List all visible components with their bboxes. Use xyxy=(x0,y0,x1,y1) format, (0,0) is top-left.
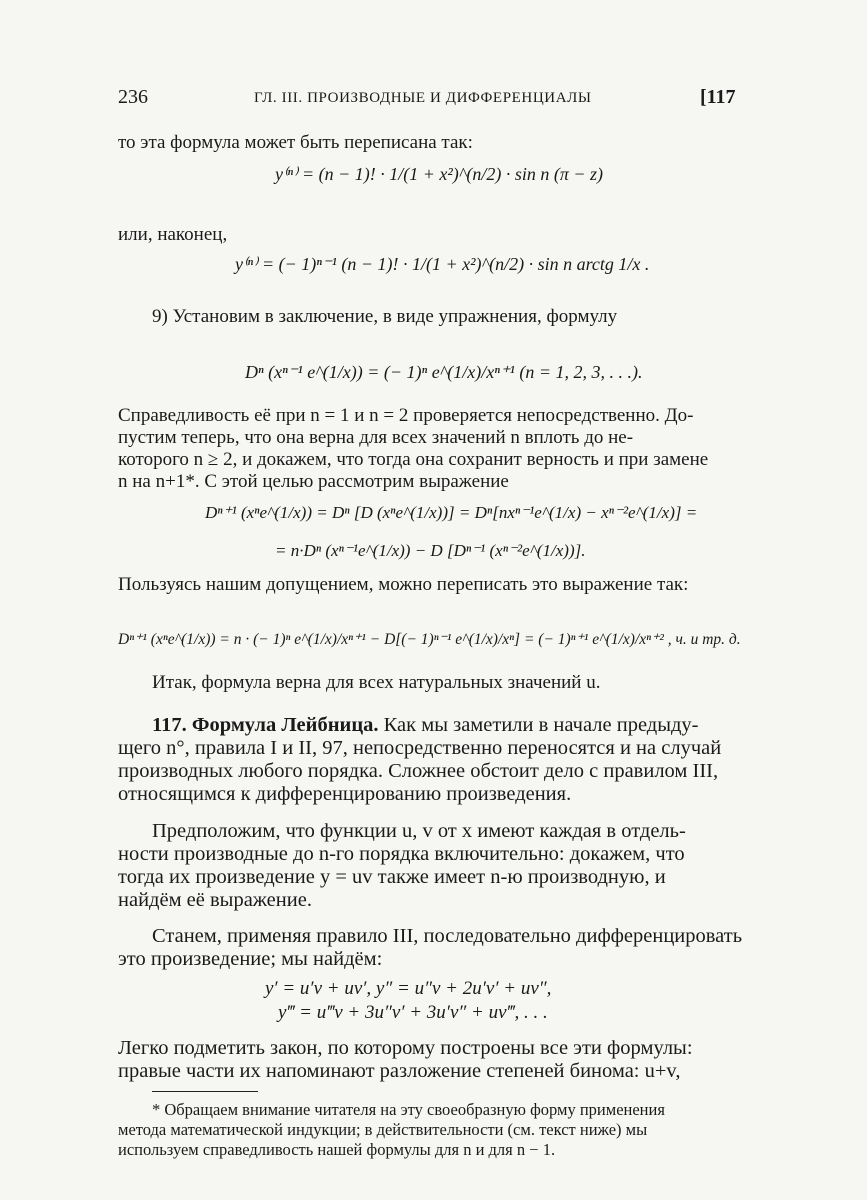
chapter-title: ГЛ. III. ПРОИЗВОДНЫЕ И ДИФФЕРЕНЦИАЛЫ xyxy=(254,90,592,106)
section-117-line-4: относящимся к дифференцированию произведения. xyxy=(118,783,572,805)
section-117-line-2: щего n°, правила I и II, 97, непосредственно переносятся и на случай xyxy=(118,737,722,759)
section-number: 117. xyxy=(152,714,187,736)
formula-3: Dⁿ (xⁿ⁻¹ e^(1/x)) = (− 1)ⁿ e^(1/x)/xⁿ⁺¹ (n = 1, 2, 3, . . .). xyxy=(245,362,643,382)
section-title: Формула Лейбница. xyxy=(191,714,379,736)
para-check-line-1: Справедливость её при n = 1 и n = 2 проверяется непосредственно. До- xyxy=(118,405,694,426)
formula-5: Dⁿ⁺¹ (xⁿe^(1/x)) = n · (− 1)ⁿ e^(1/x)/xⁿ⁺¹ − D[(− 1)ⁿ⁻¹ e^(1/x)/xⁿ] = (− 1)ⁿ⁺¹ e^(1/x)/xⁿ⁺² , ч. и тр. д. xyxy=(118,631,741,648)
section-ref: [117 xyxy=(700,86,736,108)
item-9: 9) Установим в заключение, в виде упражнения, формулу xyxy=(152,306,618,327)
para-suppose-line-1: Предположим, что функции u, v от x имеют каждая в отдель- xyxy=(152,820,686,842)
conclusion: Итак, формула верна для всех натуральных значений u. xyxy=(152,672,601,693)
para-easy-line-2: правые части их напоминают разложение степеней бинома: u+v, xyxy=(118,1060,681,1082)
intro-line: то эта формула может быть переписана так: xyxy=(118,132,473,153)
footnote-rule xyxy=(152,1091,258,1092)
section-117-text-1: Как мы заметили в начале предыду- xyxy=(383,714,699,736)
footnote-line-2: метода математической индукции; в действительности (см. текст ниже) мы xyxy=(118,1120,648,1139)
or-finally: или, наконец, xyxy=(118,224,228,245)
formula-6b: y‴ = u‴v + 3u″v′ + 3u′v″ + uv‴, . . . xyxy=(278,1002,548,1023)
footnote-line-3: используем справедливость нашей формулы для n и для n − 1. xyxy=(118,1140,556,1159)
para-suppose-line-2: ности производные до n-го порядка включительно: докажем, что xyxy=(118,843,685,865)
formula-2: y⁽ⁿ⁾ = (− 1)ⁿ⁻¹ (n − 1)! · 1/(1 + x²)^(n/2) · sin n arctg 1/x . xyxy=(235,254,650,274)
para-check-line-4: n на n+1*. С этой целью рассмотрим выражение xyxy=(118,471,509,492)
para-suppose-line-3: тогда их произведение y = uv также имеет n-ю производную, и xyxy=(118,866,666,888)
para-easy-line-1: Легко подметить закон, по которому построены все эти формулы: xyxy=(118,1037,693,1059)
formula-4b: = n·Dⁿ (xⁿ⁻¹e^(1/x)) − D [Dⁿ⁻¹ (xⁿ⁻²e^(1/x))]. xyxy=(275,541,586,560)
para-check-line-3: которого n ≥ 2, и докажем, что тогда она сохранит верность и при замене xyxy=(118,449,709,470)
para-check-line-2: пустим теперь, что она верна для всех значений n вплоть до не- xyxy=(118,427,634,448)
formula-4a: Dⁿ⁺¹ (xⁿe^(1/x)) = Dⁿ [D (xⁿe^(1/x))] = Dⁿ[nxⁿ⁻¹e^(1/x) − xⁿ⁻²e^(1/x)] = xyxy=(205,503,698,522)
para-suppose-line-4: найдём её выражение. xyxy=(118,889,312,911)
footnote-line-1: * Обращаем внимание читателя на эту своеобразную форму применения xyxy=(152,1100,665,1119)
formula-6a: y′ = u′v + uv′, y″ = u″v + 2u′v′ + uv″, xyxy=(265,978,552,999)
section-117-line-3: производных любого порядка. Сложнее обстоит дело с правилом III, xyxy=(118,760,719,782)
section-117-line-1 xyxy=(152,714,698,737)
page-number: 236 xyxy=(118,86,148,108)
para-become-line-2: это произведение; мы найдём: xyxy=(118,948,383,970)
para-become-line-1: Станем, применяя правило III, последовательно дифференцировать xyxy=(152,925,743,947)
formula-1: y⁽ⁿ⁾ = (n − 1)! · 1/(1 + x²)^(n/2) · sin n (π − z) xyxy=(275,164,604,184)
para-using: Пользуясь нашим допущением, можно переписать это выражение так: xyxy=(118,574,689,595)
